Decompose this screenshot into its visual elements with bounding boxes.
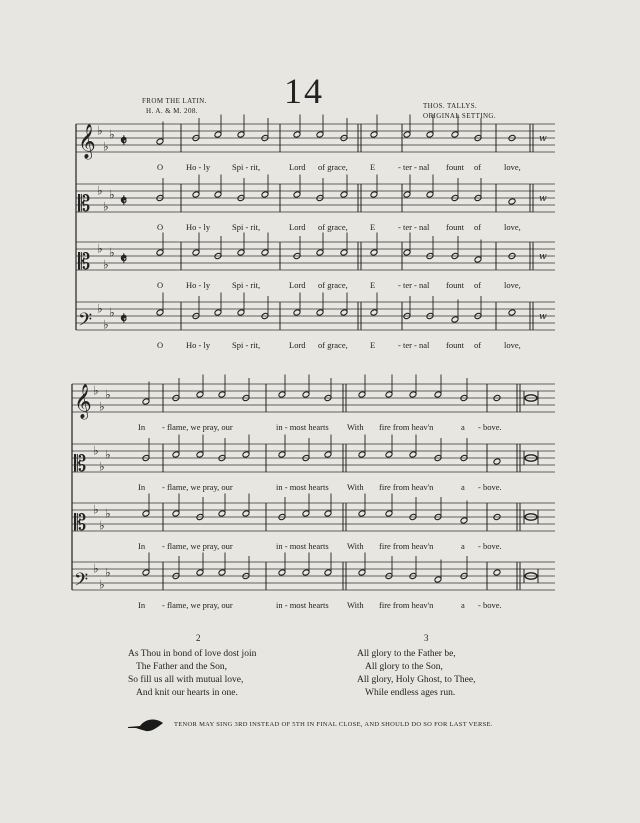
lyric-syllable: E <box>370 340 376 350</box>
lyric-syllable: love, <box>504 340 521 350</box>
common-time-icon: 𝄵 <box>120 191 128 210</box>
lyric-syllable: fire from heav'n <box>379 482 434 492</box>
flat-icon: ♭ <box>99 518 105 533</box>
flat-icon: ♭ <box>105 447 111 462</box>
lyric-syllable: of <box>474 280 482 290</box>
treble-clef-icon: 𝄞 <box>78 124 96 159</box>
lyric-syllable: a <box>461 422 465 432</box>
lyric-syllable: of <box>474 222 482 232</box>
verse-3-line-3: All glory, Holy Ghost, to Thee, <box>357 675 476 685</box>
lyric-syllable: - bove. <box>478 422 502 432</box>
lyric-syllable: E <box>370 162 376 172</box>
verse-2-line-1: As Thou in bond of love dost join <box>128 649 257 659</box>
lyric-syllable: Spi - rit, <box>232 280 261 290</box>
lyric-syllable: - ter - nal <box>398 162 430 172</box>
verse-3-number: 3 <box>424 633 429 643</box>
lyric-syllable: Ho - ly <box>186 280 211 290</box>
lyric-syllable: O <box>157 162 164 172</box>
lyric-syllable: fire from heav'n <box>379 600 434 610</box>
flat-icon: ♭ <box>105 506 111 521</box>
lyric-syllable: of grace, <box>318 280 348 290</box>
lyric-syllable: of <box>474 340 482 350</box>
flat-icon: ♭ <box>109 127 115 142</box>
lyric-syllable: love, <box>504 222 521 232</box>
flat-icon: ♭ <box>99 577 105 592</box>
lyric-syllable: - flame, we pray, our <box>162 482 233 492</box>
flat-icon: ♭ <box>93 561 99 576</box>
flat-icon: ♭ <box>99 459 105 474</box>
lyric-syllable: O <box>157 280 164 290</box>
lyric-syllable: With <box>347 482 364 492</box>
lyric-syllable: in - most hearts <box>276 541 329 551</box>
flat-icon: ♭ <box>99 399 105 414</box>
lyric-syllable: of grace, <box>318 162 348 172</box>
lyric-syllable: fount <box>446 280 464 290</box>
verse-3-line-2: All glory to the Son, <box>365 662 443 672</box>
common-time-icon: 𝄵 <box>120 249 128 268</box>
verse-3-line-1: All glory to the Father be, <box>357 649 456 659</box>
flat-icon: ♭ <box>103 317 109 332</box>
lyric-syllable: Lord <box>289 162 306 172</box>
bass-clef-icon: 𝄢 <box>78 310 93 335</box>
lyric-syllable: a <box>461 600 465 610</box>
lyric-syllable: in - most hearts <box>276 482 329 492</box>
lyric-syllable: In <box>138 600 146 610</box>
verse-2-number: 2 <box>196 633 201 643</box>
source-right-line-1: THOS. TALLYS. <box>423 102 478 110</box>
c-clef-icon: 𝄡 <box>78 250 91 275</box>
lyric-syllable: - flame, we pray, our <box>162 541 233 551</box>
lyric-syllable: Spi - rit, <box>232 340 261 350</box>
custos-icon: w <box>539 312 547 322</box>
verse-2-line-3: So fill us all with mutual love, <box>128 675 244 685</box>
lyric-syllable: Spi - rit, <box>232 222 261 232</box>
treble-clef-icon: 𝄞 <box>74 384 92 419</box>
flat-icon: ♭ <box>93 502 99 517</box>
lyric-syllable: In <box>138 482 146 492</box>
common-time-icon: 𝄵 <box>120 309 128 328</box>
c-clef-icon: 𝄡 <box>74 511 87 536</box>
lyric-syllable: - ter - nal <box>398 222 430 232</box>
lyric-syllable: With <box>347 541 364 551</box>
lyric-syllable: - flame, we pray, our <box>162 600 233 610</box>
bass-clef-icon: 𝄢 <box>74 570 89 595</box>
lyric-syllable: a <box>461 482 465 492</box>
source-right-line-2: ORIGINAL SETTING. <box>423 112 497 120</box>
lyric-syllable: fount <box>446 340 464 350</box>
lyric-syllable: O <box>157 222 164 232</box>
lyric-syllable: fount <box>446 162 464 172</box>
flat-icon: ♭ <box>105 387 111 402</box>
flat-icon: ♭ <box>97 301 103 316</box>
lyric-syllable: - ter - nal <box>398 340 430 350</box>
lyric-syllable: Ho - ly <box>186 222 211 232</box>
hymn-number: 14 <box>284 71 324 111</box>
verse-2-line-2: The Father and the Son, <box>136 662 228 672</box>
flat-icon: ♭ <box>97 183 103 198</box>
verse-2-line-4: And knit our hearts in one. <box>136 688 238 698</box>
flat-icon: ♭ <box>97 241 103 256</box>
c-clef-icon: 𝄡 <box>78 192 91 217</box>
lyric-syllable: Spi - rit, <box>232 162 261 172</box>
source-left-line-2: H. A. & M. 208. <box>146 107 198 115</box>
lyric-syllable: In <box>138 422 146 432</box>
lyric-syllable: a <box>461 541 465 551</box>
lyric-syllable: of grace, <box>318 222 348 232</box>
lyric-syllable: - bove. <box>478 600 502 610</box>
c-clef-icon: 𝄡 <box>74 452 87 477</box>
lyric-syllable: E <box>370 222 376 232</box>
lyric-syllable: With <box>347 422 364 432</box>
flat-icon: ♭ <box>93 443 99 458</box>
flat-icon: ♭ <box>103 199 109 214</box>
lyric-syllable: fire from heav'n <box>379 541 434 551</box>
lyric-syllable: fire from heav'n <box>379 422 434 432</box>
footnote: TENOR MAY SING 3RD INSTEAD OF 5TH IN FINAL CLOSE, AND SHOULD DO SO FOR LAST VERSE. <box>174 721 493 728</box>
flat-icon: ♭ <box>105 565 111 580</box>
lyric-syllable: love, <box>504 280 521 290</box>
lyric-syllable: of grace, <box>318 340 348 350</box>
lyric-syllable: - bove. <box>478 541 502 551</box>
lyric-syllable: Lord <box>289 340 306 350</box>
lyric-syllable: - flame, we pray, our <box>162 422 233 432</box>
lyric-syllable: of <box>474 162 482 172</box>
lyric-syllable: in - most hearts <box>276 600 329 610</box>
flat-icon: ♭ <box>93 383 99 398</box>
lyric-syllable: love, <box>504 162 521 172</box>
lyric-syllable: E <box>370 280 376 290</box>
lyric-syllable: - ter - nal <box>398 280 430 290</box>
lyric-syllable: O <box>157 340 164 350</box>
flat-icon: ♭ <box>103 257 109 272</box>
verse-3-line-4: While endless ages run. <box>365 688 456 698</box>
lyric-syllable: Ho - ly <box>186 162 211 172</box>
lyric-syllable: fount <box>446 222 464 232</box>
lyric-syllable: Ho - ly <box>186 340 211 350</box>
custos-icon: w <box>539 252 547 262</box>
lyric-syllable: With <box>347 600 364 610</box>
flat-icon: ♭ <box>97 123 103 138</box>
custos-icon: w <box>539 134 547 144</box>
lyric-syllable: in - most hearts <box>276 422 329 432</box>
flat-icon: ♭ <box>103 139 109 154</box>
source-left-line-1: FROM THE LATIN. <box>142 97 207 105</box>
flat-icon: ♭ <box>109 245 115 260</box>
flat-icon: ♭ <box>109 187 115 202</box>
lyric-syllable: Lord <box>289 280 306 290</box>
lyric-syllable: - bove. <box>478 482 502 492</box>
lyric-syllable: Lord <box>289 222 306 232</box>
flat-icon: ♭ <box>109 305 115 320</box>
lyric-syllable: In <box>138 541 146 551</box>
common-time-icon: 𝄵 <box>120 131 128 150</box>
custos-icon: w <box>539 194 547 204</box>
